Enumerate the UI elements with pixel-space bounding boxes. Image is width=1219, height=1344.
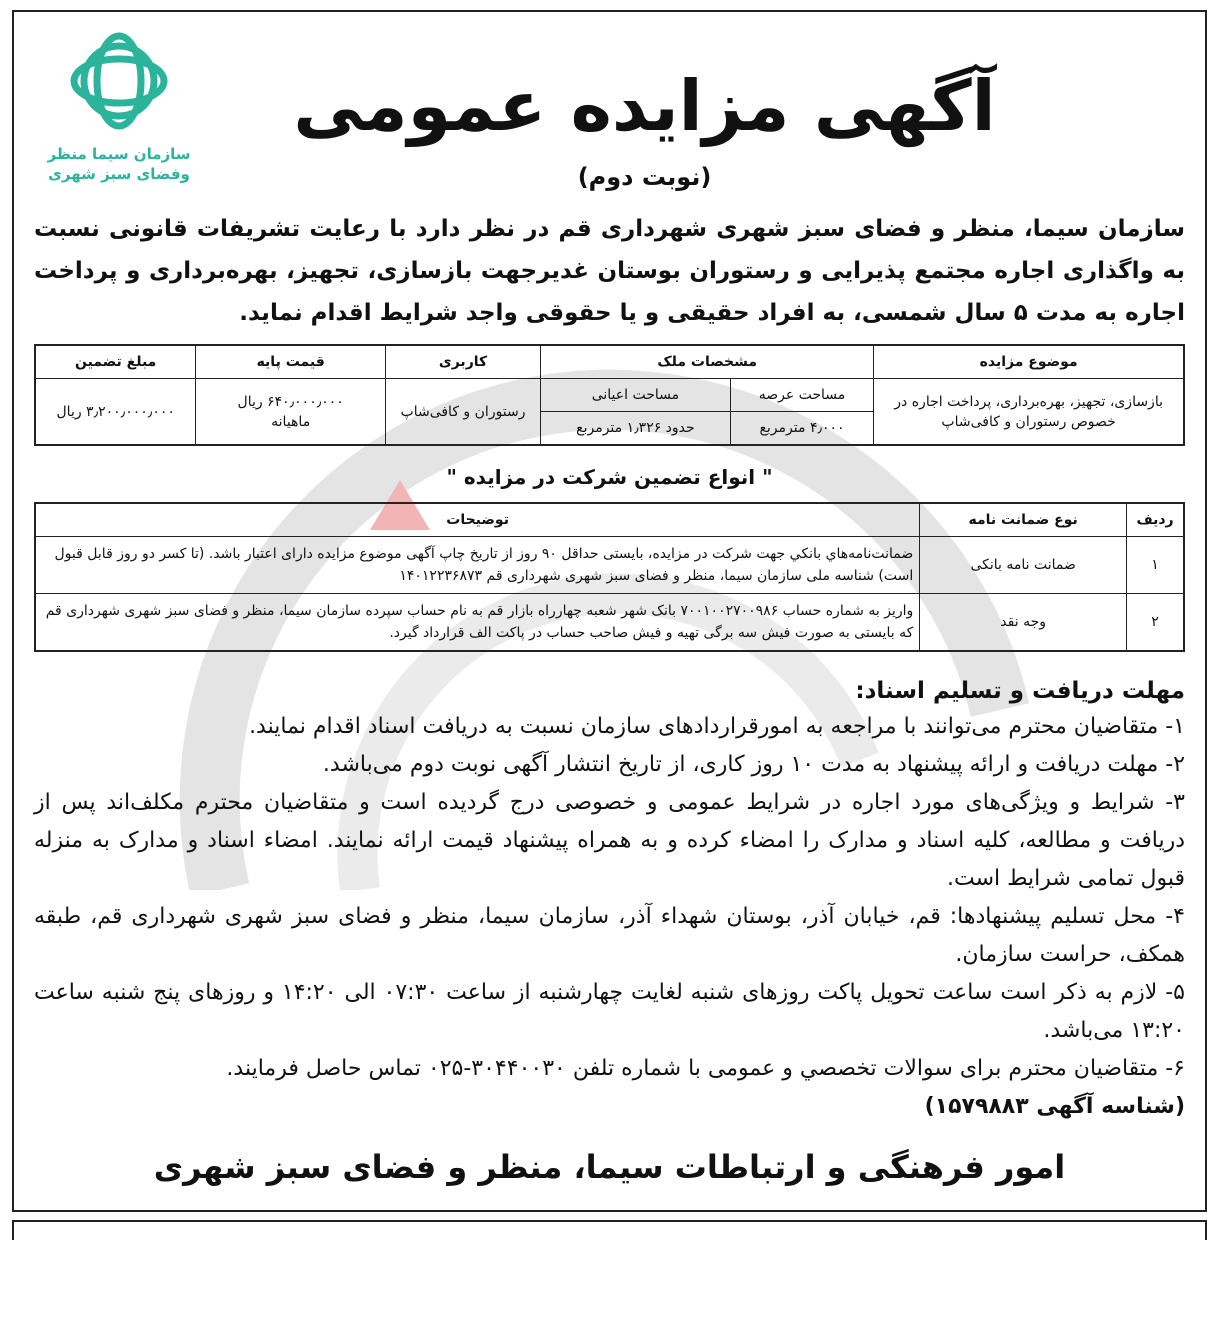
header-type: نوع ضمانت نامه — [920, 503, 1127, 537]
footer-signature: امور فرهنگی و ارتباطات سیما، منظر و فضای سبز شهری — [153, 1148, 1066, 1186]
condition-item: ۲- مهلت دریافت و ارائه پیشنهاد به مدت ۱۰ روز کاری، از تاریخ انتشار آگهی نوبت دوم می‌باشد. — [322, 752, 1185, 777]
cell-land-area: ۴٫۰۰۰ مترمربع — [730, 412, 874, 446]
auction-details-table — [34, 344, 1185, 446]
guarantee-desc: ضمانت‌نامه‌هاي بانکي جهت شرکت در مزایده، بایستی حداقل ۹۰ روز از تاریخ چاپ آگهی موضوع مزایده دارای اعتبار باشد. (تا کسر دو روز قابل قبول است) شناسه ملی سازمان سیما، منظر و فضای سبز شهری شهرداری قم ۱۴۰۱۲۲۳۶۸۷۳ — [35, 537, 920, 594]
guarantee-type: وجه نقد — [920, 594, 1127, 652]
logo-text-line2: وفضای سبز شهری — [48, 165, 190, 183]
outer-border — [12, 10, 1207, 1212]
header-usage: کاربری — [385, 345, 540, 379]
header-row: ردیف — [1127, 503, 1184, 537]
subheader-building-area: مساحت اعیانی — [541, 379, 731, 412]
header-desc: توضیحات — [35, 503, 920, 537]
table-row — [35, 594, 1184, 652]
conditions-list — [34, 708, 1185, 1126]
cell-building-area: حدود ۱٫۳۲۶ مترمربع — [541, 412, 731, 446]
cell-guarantee: ۳٫۲۰۰٫۰۰۰٫۰۰۰ ریال — [35, 379, 196, 446]
subtitle: (نوبت دوم) — [577, 163, 712, 191]
guarantee-types-table — [34, 502, 1185, 652]
flower-logo-icon — [54, 26, 184, 136]
cell-subject: بازسازی، تجهیز، بهره‌برداری، پرداخت اجاره در خصوص رستوران و کافی‌شاپ — [874, 379, 1184, 446]
condition-item: ۱- متقاضیان محترم می‌توانند با مراجعه به امورقراردادهای سازمان نسبت به دریافت اسناد اقدام نمایند. — [249, 714, 1185, 739]
base-price-value: ۶۴۰٫۰۰۰٫۰۰۰ ریال — [237, 393, 344, 410]
title-block — [204, 26, 1185, 194]
logo-text — [34, 144, 204, 184]
row-number: ۲ — [1127, 594, 1184, 652]
condition-item: ۵- لازم به ذکر است ساعت تحویل پاکت روزهای شنبه لغایت چهارشنبه از ساعت ۰۷:۳۰ الی ۱۴:۲۰ و روزهای پنج شنبه ساعت ۱۳:۲۰ می‌باشد. — [34, 980, 1185, 1043]
section-title: مهلت دریافت و تسلیم اسناد: — [855, 678, 1185, 704]
header-guarantee: مبلغ تضمین — [35, 345, 196, 379]
header-subject: موضوع مزایده — [874, 345, 1184, 379]
logo-text-line1: سازمان سیما منظر — [47, 145, 191, 163]
condition-item: ۳- شرایط و ویژگی‌های مورد اجاره در شرایط عمومی و خصوصی درج گردیده است و متقاضیان محترم مکلف‌اند پس از دریافت و مطالعه، کلیه اسناد و مدارک را امضاء کرده و به همراه پیشنهاد قیمت ارائه نمایند. امضاء اسناد و مدارک به منزله قبول تمامی شرایط است. — [34, 790, 1185, 891]
cell-usage: رستوران و کافی‌شاپ — [385, 379, 540, 446]
cell-base-price — [196, 379, 386, 446]
header-base-price: قیمت پایه — [196, 345, 386, 379]
row-number: ۱ — [1127, 537, 1184, 594]
table-row — [35, 537, 1184, 594]
page-title: آگهی مزایده عمومی — [293, 65, 996, 147]
subheader-land-area: مساحت عرصه — [730, 379, 874, 412]
condition-item: ۴- محل تسلیم پیشنهادها: قم، خیابان آذر، بوستان شهداء آذر، سازمان سیما، منظر و فضای سبز شهری شهرداری قم، طبقه همکف، حراست سازمان. — [34, 904, 1185, 967]
ad-id: (شناسه آگهی ۱۵۷۹۸۸۳) — [924, 1094, 1185, 1119]
next-ad-border — [12, 1220, 1207, 1240]
guarantee-types-heading: " انواع تضمین شرکت در مزایده " — [446, 465, 773, 489]
organization-logo — [34, 26, 204, 184]
intro-paragraph: سازمان سیما، منظر و فضای سبز شهری شهرداری قم در نظر دارد با رعایت تشریفات قانونی نسبت به واگذاری اجاره مجتمع پذیرایی و رستوران بوستان غدیرجهت بازسازی، تجهیز، بهره‌برداری و پرداخت اجاره به مدت ۵ سال شمسی، به افراد حقیقی و یا حقوقی واجد شرایط اقدام نماید. — [34, 216, 1185, 326]
condition-item: ۶- متقاضیان محترم برای سوالات تخصصي و عمومی با شماره تلفن ۳۰۴۴۰۰۳۰-۰۲۵ تماس حاصل فرمایند. — [226, 1056, 1185, 1081]
header — [34, 26, 1185, 194]
guarantee-type: ضمانت نامه بانکی — [920, 537, 1127, 594]
base-price-note: ماهیانه — [271, 413, 311, 430]
guarantee-desc: واریز به شماره حساب ۷۰۰۱۰۰۲۷۰۰۹۸۶ بانک شهر شعبه چهارراه بازار قم به نام حساب سپرده سازمان سیما، منظر و فضای سبز شهری شهرداری قم که بایستی به صورت فیش سه برگی تهیه و فیش صاحب حساب در پاکت الف قرارداد گیرد. — [35, 594, 920, 652]
header-property: مشخصات ملک — [541, 345, 874, 379]
